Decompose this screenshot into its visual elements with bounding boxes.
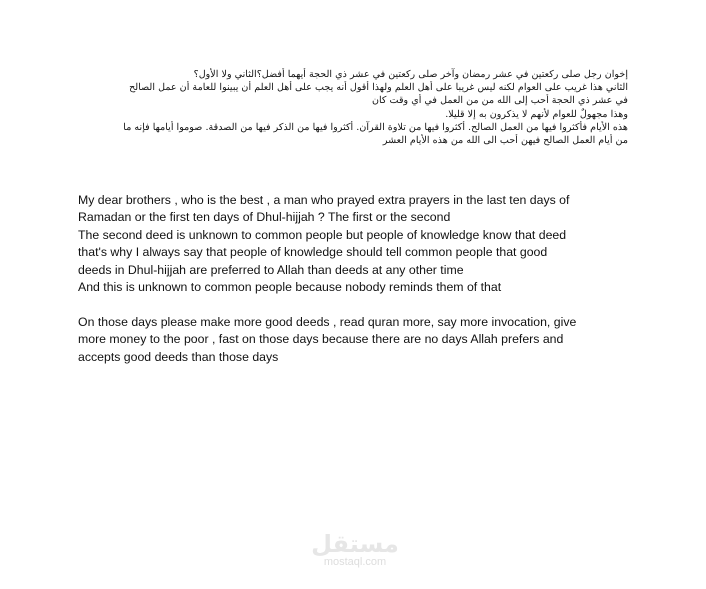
- english-line: And this is unknown to common people because nobody reminds them of that: [78, 280, 502, 295]
- english-line: deeds in Dhul-hijjah are preferred to Allah than deeds at any other time: [78, 262, 464, 277]
- arabic-line-3: في عشر ذي الحجة أحب إلى الله من من العمل في أي وقت كان: [371, 95, 628, 107]
- english-line: My dear brothers , who is the best , a man who prayed extra prayers in the last ten days of: [78, 193, 570, 207]
- paragraph-spacer: [78, 296, 638, 313]
- watermark-logo-latin: mostaql.com: [323, 556, 387, 568]
- arabic-line-4: وهذا مجهولٌ للعوام لأنهم لا يذكرون به إلا قليلا.: [445, 108, 628, 120]
- english-line: more money to the poor , fast on those days because there are no days Allah prefers and: [78, 332, 564, 347]
- english-translation-block: [78, 192, 638, 366]
- arabic-line-2: الثاني هذا غريب على العوام لكنه ليس غريبا على أهل العلم ولهذا أقول أنه يجب على أهل العلم أن يبينوا للعامة أن عمل الصالح: [129, 82, 628, 94]
- english-line: On those days please make more good deeds , read quran more, say more invocation, give: [78, 314, 577, 329]
- english-paragraph-2: [78, 314, 638, 366]
- english-line: Ramadan or the first ten days of Dhul-hijjah ? The first or the second: [78, 210, 451, 225]
- watermark-logo-arabic: مستقل: [311, 530, 399, 558]
- english-line: The second deed is unknown to common people but people of knowledge know that deed: [78, 227, 567, 242]
- arabic-line-5: هذه الأيام فأكثروا فيها من العمل الصالح. أكثروا فيها من تلاوة القرآن. أكثروا فيها من الذكر فيها من الصدقة. صوموا أيامها فإنه ما: [123, 121, 628, 133]
- english-line: accepts good deeds than those days: [78, 349, 279, 364]
- arabic-line-1: إخوان رجل صلى ركعتين في عشر رمضان وآخر صلى ركعتين في عشر ذي الحجة أيهما أفضل؟الثاني ولا الأول؟: [193, 69, 628, 80]
- arabic-text-block: [72, 68, 628, 147]
- english-paragraph-1: [78, 192, 638, 296]
- english-line: that's why I always say that people of knowledge should tell common people that good: [78, 245, 548, 260]
- arabic-line-6: من أيام العمل الصالح فيهن أحب الى الله من هذه الأيام العشر: [382, 135, 628, 147]
- mostaql-watermark-logo: [300, 530, 410, 580]
